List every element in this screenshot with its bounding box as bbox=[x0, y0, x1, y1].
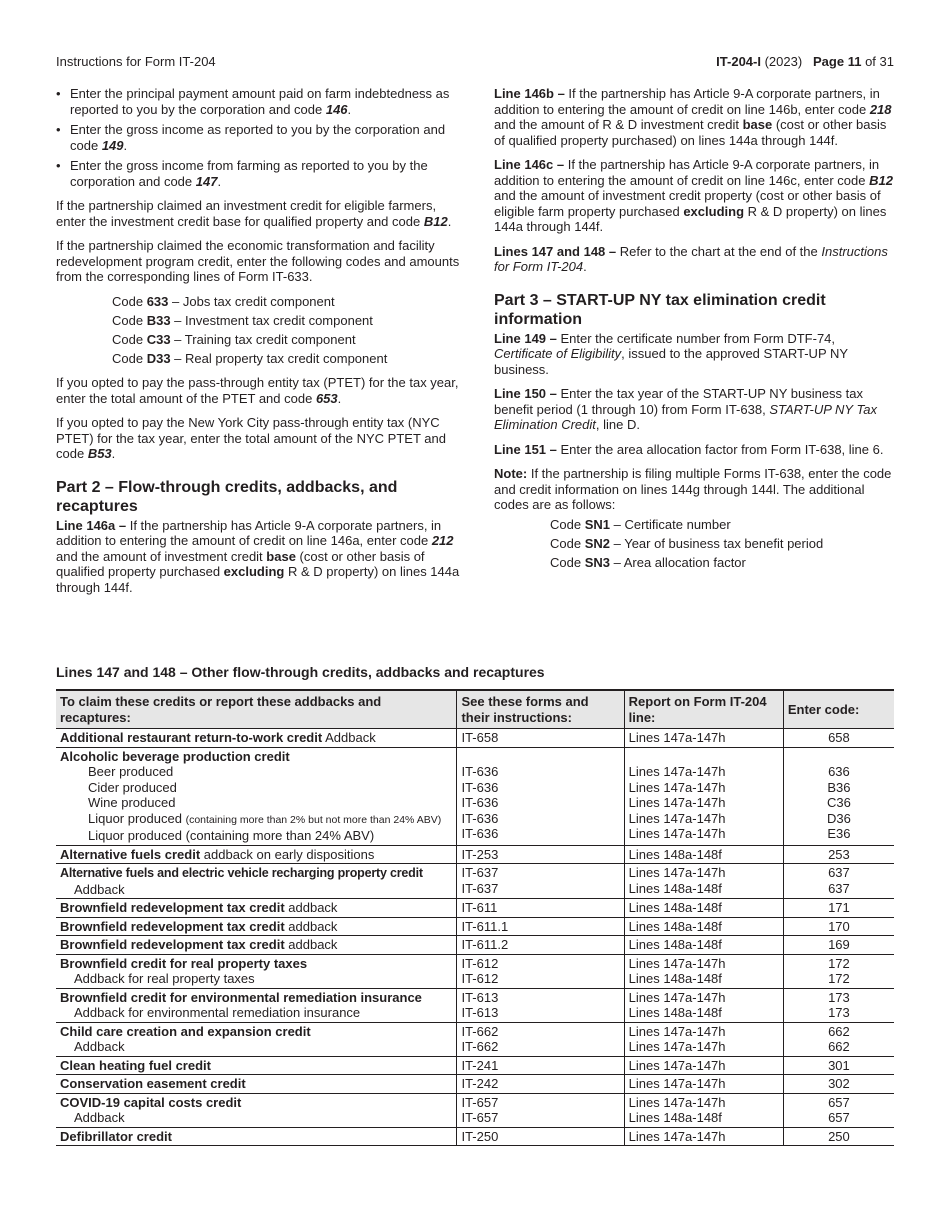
paragraph-nyc-ptet: If you opted to pay the New York City pass-through entity tax (NYC PTET) for the tax year, enter the total amount of the NYC PTET and code B53. bbox=[56, 415, 446, 461]
bullet-item: • Enter the gross income from farming as reported to you by the corporation and code 147. bbox=[56, 158, 428, 189]
bullet-icon: • bbox=[56, 86, 61, 101]
paragraph-lines147-148: Lines 147 and 148 – Refer to the chart at the end of the Instructions for Form IT-204. bbox=[494, 243, 888, 274]
bullet-item: • Enter the gross income as reported to you by the corporation and code 149. bbox=[56, 122, 446, 153]
code-item: Code SN1 – Certificate number bbox=[550, 516, 731, 532]
header-right bbox=[716, 54, 894, 70]
paragraph-line150: Line 150 – Enter the tax year of the START-UP NY business tax benefit period (1 through 10) from Form IT-638, START-UP NY Tax Elimination Credit, line D. bbox=[494, 386, 877, 432]
paragraph-line146b: Line 146b – If the partnership has Article 9-A corporate partners, in addition to entering the amount of credit on line 146b, enter code 218 and the amount of R & D investment credit base (cost or other basis of qualified property purchased) on lines 144a through 144f. bbox=[494, 86, 892, 148]
right-column bbox=[494, 86, 896, 579]
paragraph-line146c: Line 146c – If the partnership has Article 9-A corporate partners, in addition to entering the amount of credit on line 146c, enter code B12 and the amount of investment credit property (cost or other basis of eligible farm property purchased excluding R & D property) on lines 144a through 144f. bbox=[494, 157, 893, 234]
header-line: Report on Form IT-204 line: bbox=[624, 690, 783, 729]
code-item: Code SN2 – Year of business tax benefit period bbox=[550, 535, 824, 551]
page-number: Page 11 bbox=[813, 54, 862, 69]
form-year: (2023) bbox=[764, 54, 803, 69]
table-row: Conservation easement credit IT-242 Lines 147a-147h 302 bbox=[56, 1075, 894, 1094]
paragraph-line146a: Line 146a – If the partnership has Article 9-A corporate partners, in addition to entering the amount of credit on line 146a, enter code 212 and the amount of investment credit base (cost or other basis of qualified property purchased excluding R & D property) on lines 144a through 144f. bbox=[56, 517, 460, 595]
code-item: Code D33 – Real property tax credit component bbox=[112, 350, 388, 366]
form-id: IT-204-I bbox=[716, 54, 761, 69]
bullet-icon: • bbox=[56, 122, 61, 137]
table-title: Lines 147 and 148 – Other flow-through credits, addbacks and recaptures bbox=[56, 664, 545, 680]
table-row: Brownfield redevelopment tax credit addback IT-611.1 Lines 148a-148f 170 bbox=[56, 917, 894, 936]
paragraph-farmers: If the partnership claimed an investment credit for eligible farmers, enter the investment credit base for qualified property and code B12. bbox=[56, 198, 452, 229]
code-item: Code SN3 – Area allocation factor bbox=[550, 554, 746, 570]
table-row: Additional restaurant return-to-work credit Addback IT-658 Lines 147a-147h 658 bbox=[56, 729, 894, 748]
bullet-icon: • bbox=[56, 158, 61, 173]
code-item: Code 633 – Jobs tax credit component bbox=[112, 293, 335, 309]
page-total: of 31 bbox=[865, 54, 894, 69]
header-claim: To claim these credits or report these addbacks and recaptures: bbox=[56, 690, 457, 729]
table-row: Brownfield credit for real property taxes Addback for real property taxes IT-612 IT-612 Lines 147a-147h Lines 148a-148f 172 172 bbox=[56, 954, 894, 988]
table-header-row bbox=[56, 690, 894, 729]
bullet-list bbox=[56, 86, 460, 189]
header-left-title: Instructions for Form IT-204 bbox=[56, 54, 216, 69]
startup-code-list bbox=[494, 517, 896, 571]
table-row: Alcoholic beverage production credit Beer produced Cider produced Wine produced Liquor produced (containing more than 2% but not more than 24% ABV) Liquor produced (containing more than 24% ABV) IT-636 IT-636 IT-636 IT-636 IT-636 Lines 147a-147h Lines 147a-147h Lines 147a-147h Lines 147a-147h Lines 147a-147h 636 B36 C36 D36 E36 bbox=[56, 747, 894, 845]
paragraph-note: Note: If the partnership is filing multiple Forms IT-638, enter the code and credit information on lines 144g through 144l. The additional codes are as follows: bbox=[494, 466, 892, 512]
table-row: COVID-19 capital costs credit Addback IT-657 IT-657 Lines 147a-147h Lines 148a-148f 657 657 bbox=[56, 1093, 894, 1127]
table-row: Brownfield credit for environmental remediation insurance Addback for environmental remediation insurance IT-613 IT-613 Lines 147a-147h Lines 148a-148f 173 173 bbox=[56, 988, 894, 1022]
part3-heading: Part 3 – START-UP NY tax elimination credit information bbox=[494, 291, 826, 328]
paragraph-etfr: If the partnership claimed the economic transformation and facility redevelopment program credit, enter the following codes and amounts from the corresponding lines of Form IT-633. bbox=[56, 238, 460, 284]
table-row: Defibrillator credit IT-250 Lines 147a-147h 250 bbox=[56, 1127, 894, 1146]
etfr-code-list bbox=[56, 294, 460, 367]
paragraph-line149: Line 149 – Enter the certificate number from Form DTF-74, Certificate of Eligibility, issued to the approved START-UP NY business. bbox=[494, 330, 848, 377]
code-item: Code B33 – Investment tax credit component bbox=[112, 312, 373, 328]
table-row: Alternative fuels and electric vehicle recharging property credit Addback IT-637 IT-637 Lines 147a-147h Lines 148a-148f 637 637 bbox=[56, 864, 894, 899]
credits-table bbox=[56, 689, 894, 1146]
table-row: Brownfield redevelopment tax credit addback IT-611.2 Lines 148a-148f 169 bbox=[56, 936, 894, 955]
table-row: Child care creation and expansion credit Addback IT-662 IT-662 Lines 147a-147h Lines 147a-147h 662 662 bbox=[56, 1022, 894, 1056]
header-forms: See these forms and their instructions: bbox=[457, 690, 624, 729]
left-column bbox=[56, 86, 460, 604]
paragraph-line151: Line 151 – Enter the area allocation factor from Form IT-638, line 6. bbox=[494, 441, 884, 457]
bullet-item: • Enter the principal payment amount paid on farm indebtedness as reported to you by the corporation and code 146. bbox=[56, 86, 450, 117]
paragraph-ptet: If you opted to pay the pass-through entity tax (PTET) for the tax year, enter the total amount of the PTET and code 653. bbox=[56, 375, 459, 406]
header-code: Enter code: bbox=[783, 690, 894, 729]
code-item: Code C33 – Training tax credit component bbox=[112, 331, 356, 347]
part2-heading: Part 2 – Flow-through credits, addbacks, and recaptures bbox=[56, 478, 398, 515]
table-row: Brownfield redevelopment tax credit addback IT-611 Lines 148a-148f 171 bbox=[56, 899, 894, 918]
table-row: Clean heating fuel credit IT-241 Lines 147a-147h 301 bbox=[56, 1056, 894, 1075]
table-row: Alternative fuels credit addback on early dispositions IT-253 Lines 148a-148f 253 bbox=[56, 845, 894, 864]
